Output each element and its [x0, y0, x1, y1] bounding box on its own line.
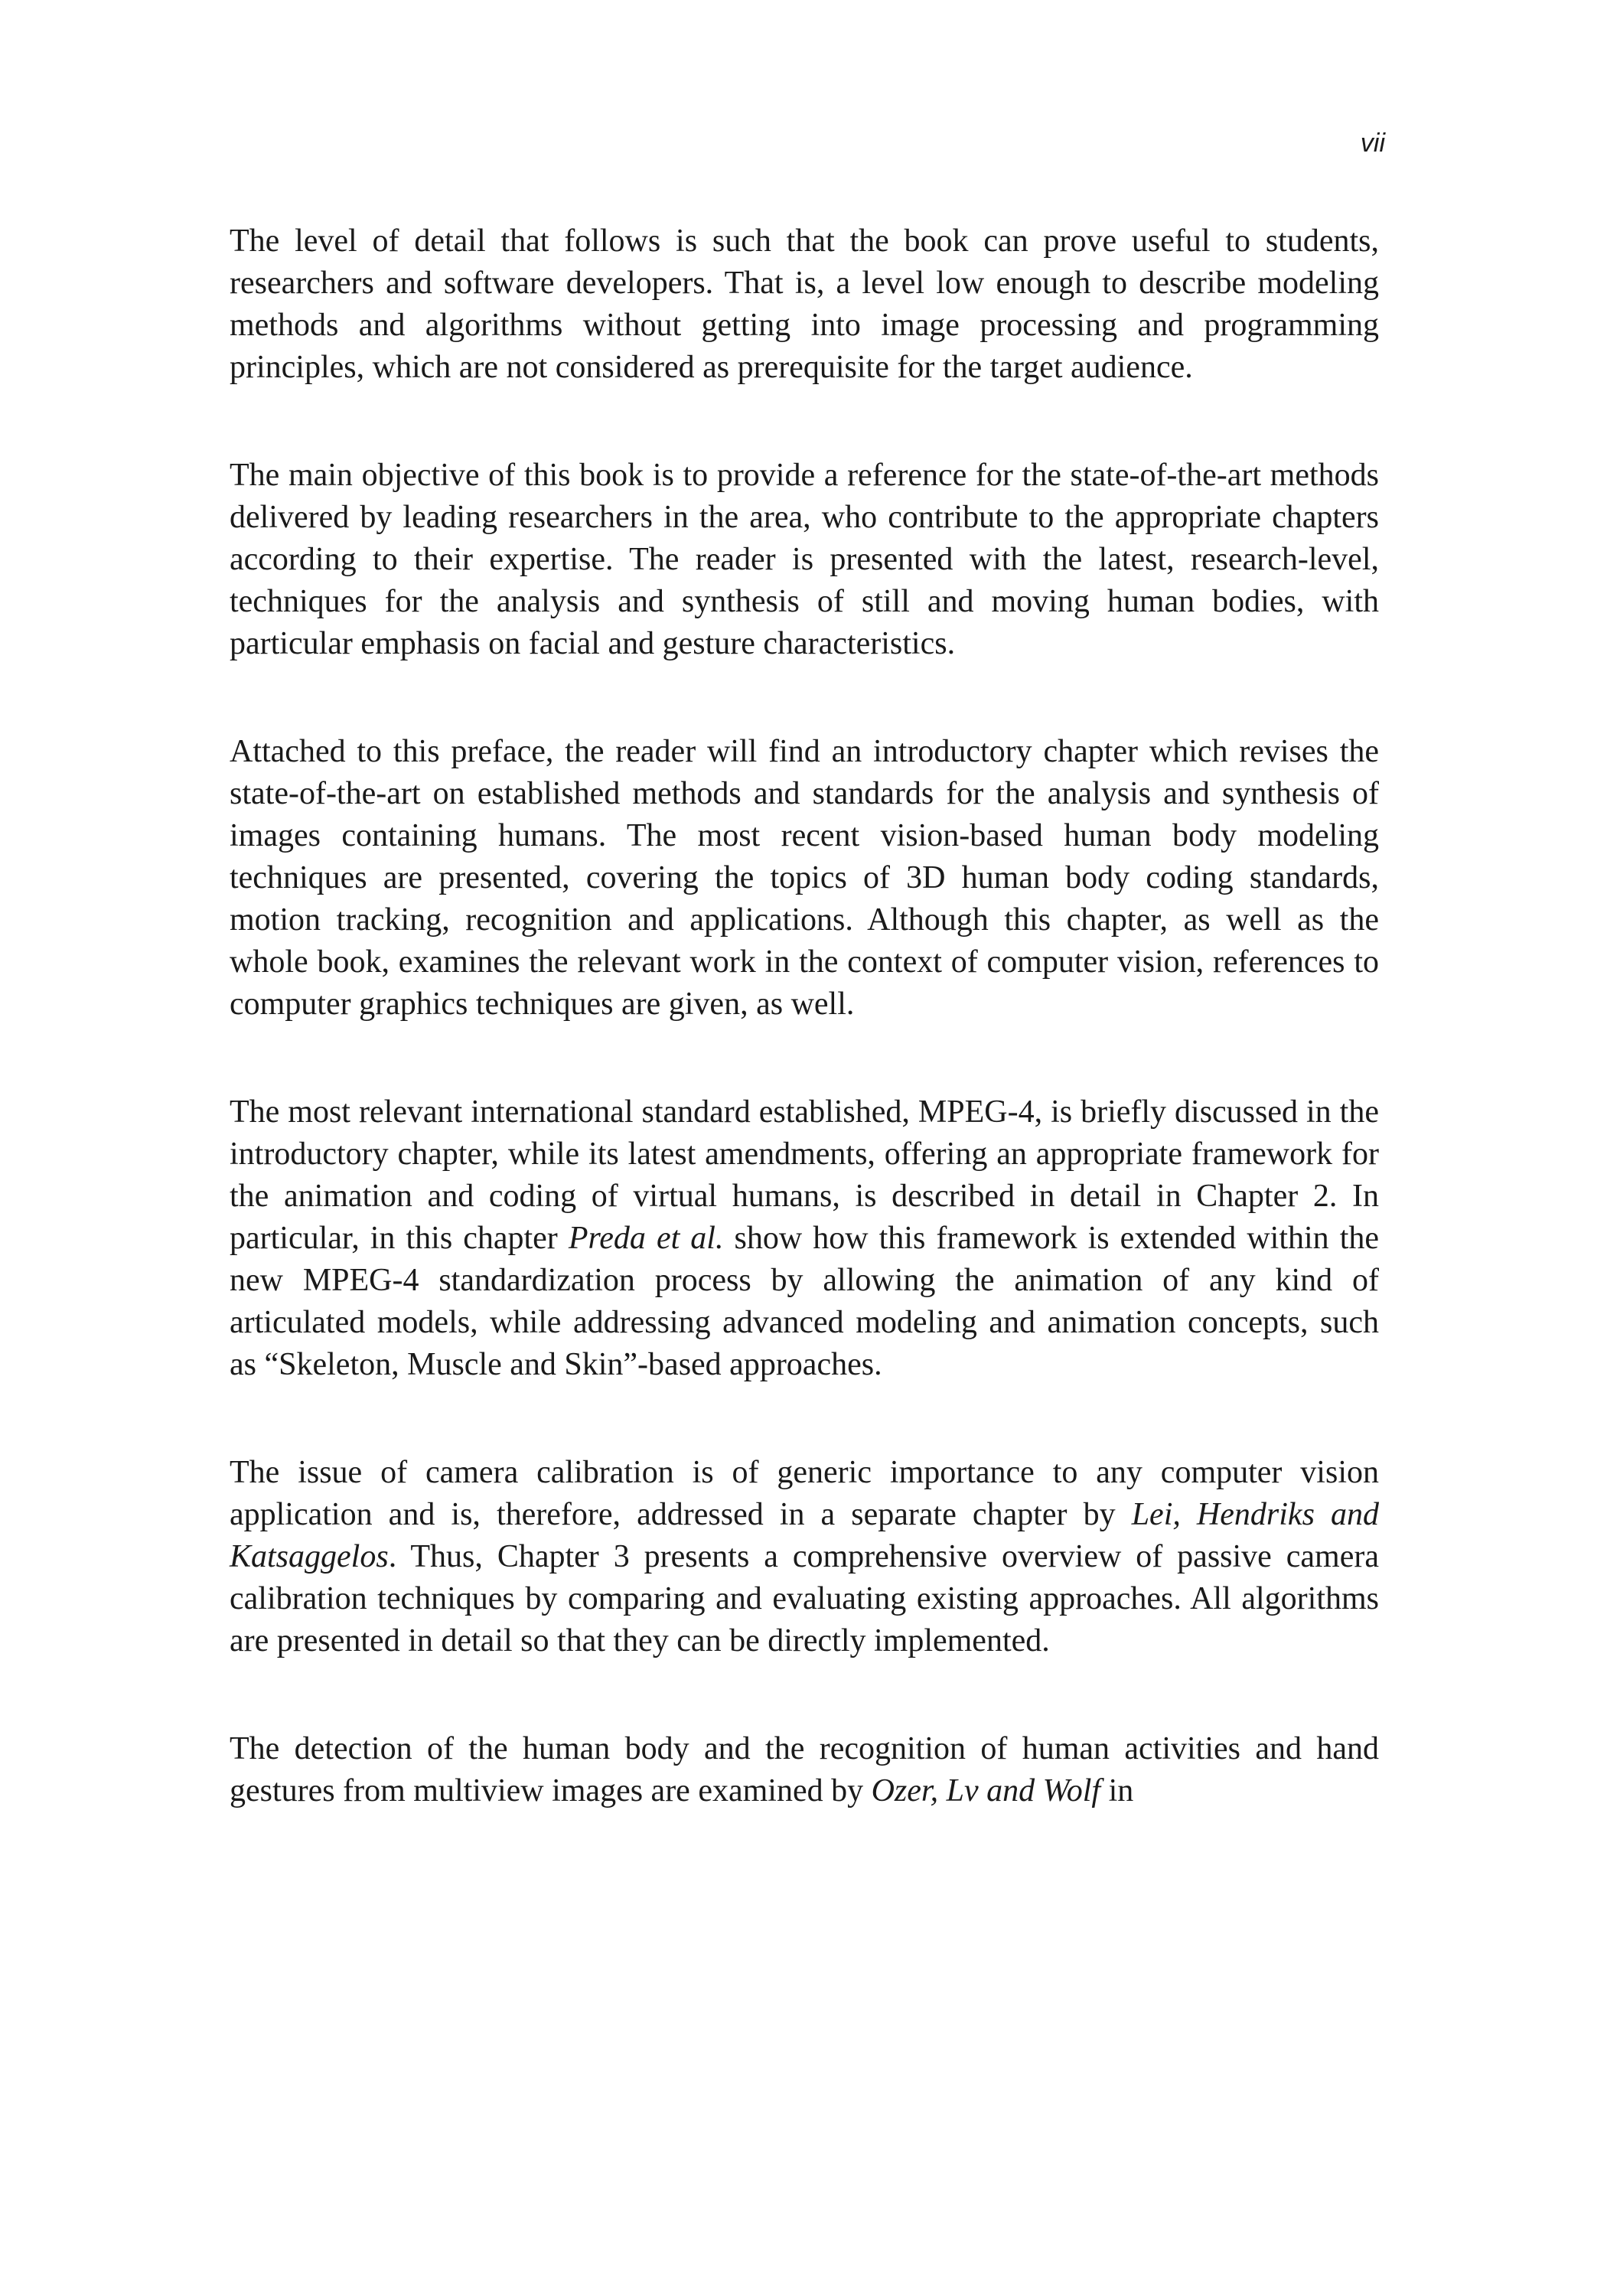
author-names: Preda et al.	[568, 1221, 724, 1256]
paragraph-main-objective: The main objective of this book is to provide a reference for the state-of-the-art methods delivered by leading researchers in the area, who contribute to the appropriate chapters according to their expertise. The reader is presented with the latest, research-level, techniques for the analysis and synthesis of still and moving human bodies, with particular emphasis on facial and gesture characteristics.	[230, 458, 1379, 661]
paragraph-human-body-detection	[230, 1728, 1379, 1812]
paragraph-camera-calibration	[230, 1452, 1379, 1662]
paragraph-introductory-chapter: Attached to this preface, the reader will find an introductory chapter which revises the state-of-the-art on established methods and standards for the analysis and synthesis of images containing humans. The most recent vision-based human body modeling techniques are presented, covering the topics of 3D human body coding standards, motion tracking, recognition and applications. Although this chapter, as well as the whole book, examines the relevant work in the context of computer vision, references to computer graphics techniques are given, as well.	[230, 734, 1379, 1022]
paragraph-text: The most relevant international standard established, MPEG-4, is briefly discussed in the introductory chapter, while its latest amendments, offering an appropriate framework for the animation and coding of virtual humans, is described in detail in Chapter 2. In particular, in this chapter	[230, 1094, 1379, 1256]
paragraph-text: in	[1100, 1773, 1134, 1808]
paragraph-mpeg4	[230, 1091, 1379, 1386]
paragraph-text: . Thus, Chapter 3 presents a comprehensive overview of passive camera calibration techniques by comparing and evaluating existing approaches. All algorithms are presented in detail so that they can be directly implemented.	[230, 1539, 1379, 1658]
page-number: vii	[1360, 129, 1385, 158]
paragraph-level-of-detail: The level of detail that follows is such that the book can prove useful to students, researchers and software developers. That is, a level low enough to describe modeling methods and algorithms without getting into image processing and programming principles, which are not considered as prerequisite for the target audience.	[230, 223, 1379, 385]
preface-body	[230, 220, 1379, 1812]
author-names: Ozer, Lv and Wolf	[871, 1773, 1101, 1808]
paragraph-text: show how this framework is extended within the new MPEG-4 standardization process by allowing the animation of any kind of articulated models, while addressing advanced modeling and animation concepts, such as “Skeleton, Muscle and Skin”-based approaches.	[230, 1221, 1380, 1382]
paragraph-text: The detection of the human body and the recognition of human activities and hand gestures from multiview images are examined by	[230, 1731, 1379, 1808]
author-names: Lei, Hendriks and Katsaggelos	[230, 1497, 1379, 1574]
paragraph-text: The issue of camera calibration is of generic importance to any computer vision application and is, therefore, addressed in a separate chapter by	[230, 1455, 1379, 1532]
